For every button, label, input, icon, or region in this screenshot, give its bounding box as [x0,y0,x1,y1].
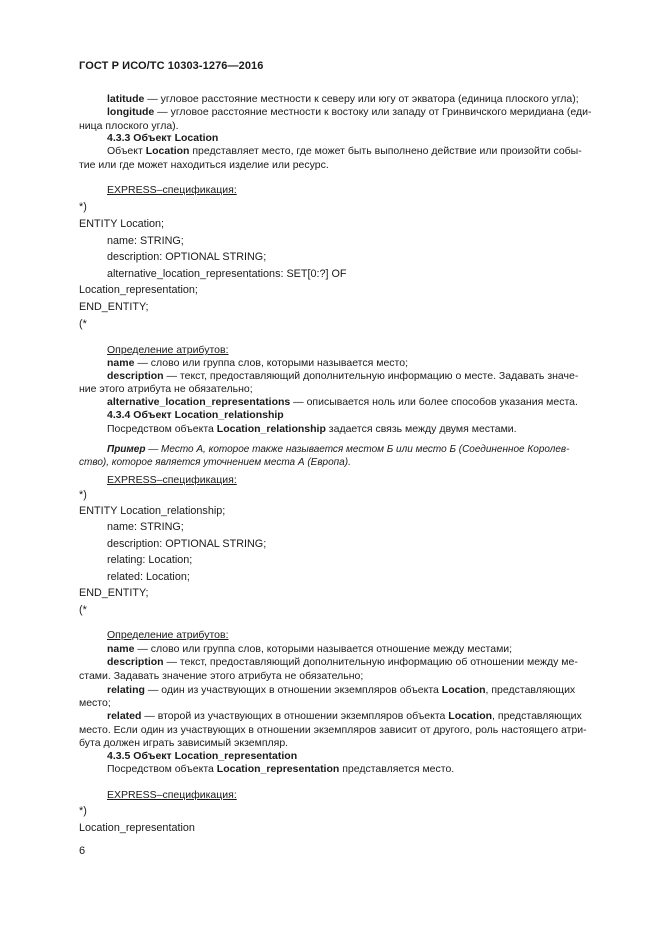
text-segment: , представляющих [492,710,582,722]
text-segment: место; [79,697,111,709]
code-line [79,318,87,331]
text-segment: Location [441,684,486,696]
text-segment: END_ENTITY; [79,587,149,599]
text-segment: 4.3.3 Объект Location [107,132,219,144]
text-segment: 4.3.4 Объект Location_relationship [107,409,284,421]
text-segment: тие или где может находиться изделие или ресурс. [79,159,329,171]
code-line [79,201,87,214]
text-line [107,423,517,436]
express-label [107,184,237,197]
text-line [79,383,253,396]
text-segment: EXPRESS–спецификация: [107,789,237,801]
text-segment: Location [145,145,190,157]
text-segment: relating [107,684,145,696]
text-segment: alternative_location_representations: SET[0:?] OF [107,268,347,280]
text-segment: — текст, предоставляющий дополнительную информацию об отношении между ме- [163,656,578,668]
text-line [107,145,582,158]
text-segment: ENTITY Location_relationship; [79,505,226,517]
text-line [79,697,111,710]
code-line [79,218,164,231]
text-segment: ние этого атрибута не обязательно; [79,383,253,395]
text-segment: — текст, предоставляющий дополнительную информацию о месте. Задавать значе- [163,370,579,382]
text-segment: , представляющих [485,684,576,696]
text-segment: *) [79,805,87,817]
text-segment: — слово или группа слов, которыми называется место; [134,357,408,369]
text-segment: — угловое расстояние местности к северу или югу от экватора (единица плоского угла); [144,93,579,105]
text-segment: — описывается ноль или более способов указания места. [290,396,578,408]
text-segment: description: OPTIONAL STRING; [107,538,267,550]
text-segment: relating: Location; [107,554,193,566]
text-segment: Объект [107,145,146,157]
document-header: ГОСТ Р ИСО/ТС 10303-1276—2016 [79,60,264,72]
text-line [107,710,582,723]
text-segment: latitude [107,93,145,105]
code-line [107,268,346,281]
attributes-label [107,344,229,357]
text-segment: (* [79,604,87,616]
code-line [107,521,184,534]
text-segment: longitude [107,106,155,118]
text-segment: Location_representation; [79,284,198,296]
text-line [79,159,329,172]
attributes-label [107,629,229,642]
text-segment: *) [79,201,87,213]
text-segment: 4.3.5 Объект Location_representation [107,750,298,762]
text-segment: description [107,656,164,668]
text-segment: description: OPTIONAL STRING; [107,251,267,263]
text-segment: место. Если один из участвующих в отношении экземпляров зависит от другого, роль настоящего атри- [79,724,587,736]
text-segment: Location_representation [79,822,195,834]
code-line [79,587,149,600]
section-heading [107,409,284,422]
text-segment: — угловое расстояние местности к востоку или западу от Гринвичского меридиана (еди- [154,106,592,118]
code-line [107,538,266,551]
code-line [107,235,184,248]
text-segment: ница плоского угла). [79,120,179,132]
text-line [107,93,579,106]
express-label [107,474,237,487]
text-segment: Посредством объекта [107,763,217,775]
text-segment: Location_relationship [216,423,326,435]
text-segment: — второй из участвующих в отношении экземпляров объекта [141,710,449,722]
text-segment: name [107,643,135,655]
text-segment: стами. Задавать значение этого атрибута не обязательно; [79,670,364,682]
page-number: 6 [79,845,86,857]
text-segment: — один из участвующих в отношении экземпляров объекта [144,684,442,696]
text-segment: name: STRING; [107,235,184,247]
text-segment: Location_representation [216,763,340,775]
example-line [79,456,351,469]
text-line [107,684,575,697]
text-segment: *) [79,489,87,501]
text-segment: Location [448,710,493,722]
text-segment: задается связь между двумя местами. [325,423,517,435]
code-line [107,251,266,264]
code-line [107,571,190,584]
text-segment: alternative_location_representations [107,396,291,408]
text-line [79,670,363,683]
text-segment: description [107,370,164,382]
text-line [107,370,578,383]
section-heading [107,750,297,763]
code-line [79,604,87,617]
section-heading [107,132,218,145]
text-segment: Пример [107,444,146,455]
code-line [79,805,87,818]
text-segment: EXPRESS–спецификация: [107,184,237,196]
code-line [79,301,149,314]
text-segment: — слово или группа слов, которыми называется отношение между местами; [134,643,513,655]
example-line [107,443,569,456]
text-segment: Определение атрибутов: [107,344,229,356]
text-segment: EXPRESS–спецификация: [107,474,237,486]
code-line [79,489,87,502]
text-line [79,724,587,737]
text-line [107,656,578,669]
text-segment: бута должен играть зависимый экземпляр. [79,737,289,749]
code-line [79,284,198,297]
express-label [107,789,237,802]
text-segment: related: Location; [107,571,190,583]
text-segment: Посредством объекта [107,423,217,435]
text-segment: ENTITY Location; [79,218,165,230]
text-segment: name [107,357,135,369]
text-segment: ство), которое является уточнением места А (Европа). [79,457,351,468]
text-line [107,763,454,776]
text-segment: END_ENTITY; [79,301,149,313]
code-line [79,505,225,518]
text-line [107,396,578,409]
text-segment: представляется место. [339,763,455,775]
text-line [107,357,408,370]
text-segment: представляет место, где может быть выполнено действие или произойти собы- [189,145,582,157]
code-line [107,554,192,567]
text-line [79,737,288,750]
text-segment: name: STRING; [107,521,184,533]
code-line [79,822,195,835]
text-segment: — Место А, которое также называется местом Б или место Б (Соединенное Королев- [145,444,570,455]
text-segment: Определение атрибутов: [107,629,229,641]
text-line [107,106,591,119]
text-segment: (* [79,318,87,330]
text-segment: related [107,710,142,722]
text-line [107,643,512,656]
